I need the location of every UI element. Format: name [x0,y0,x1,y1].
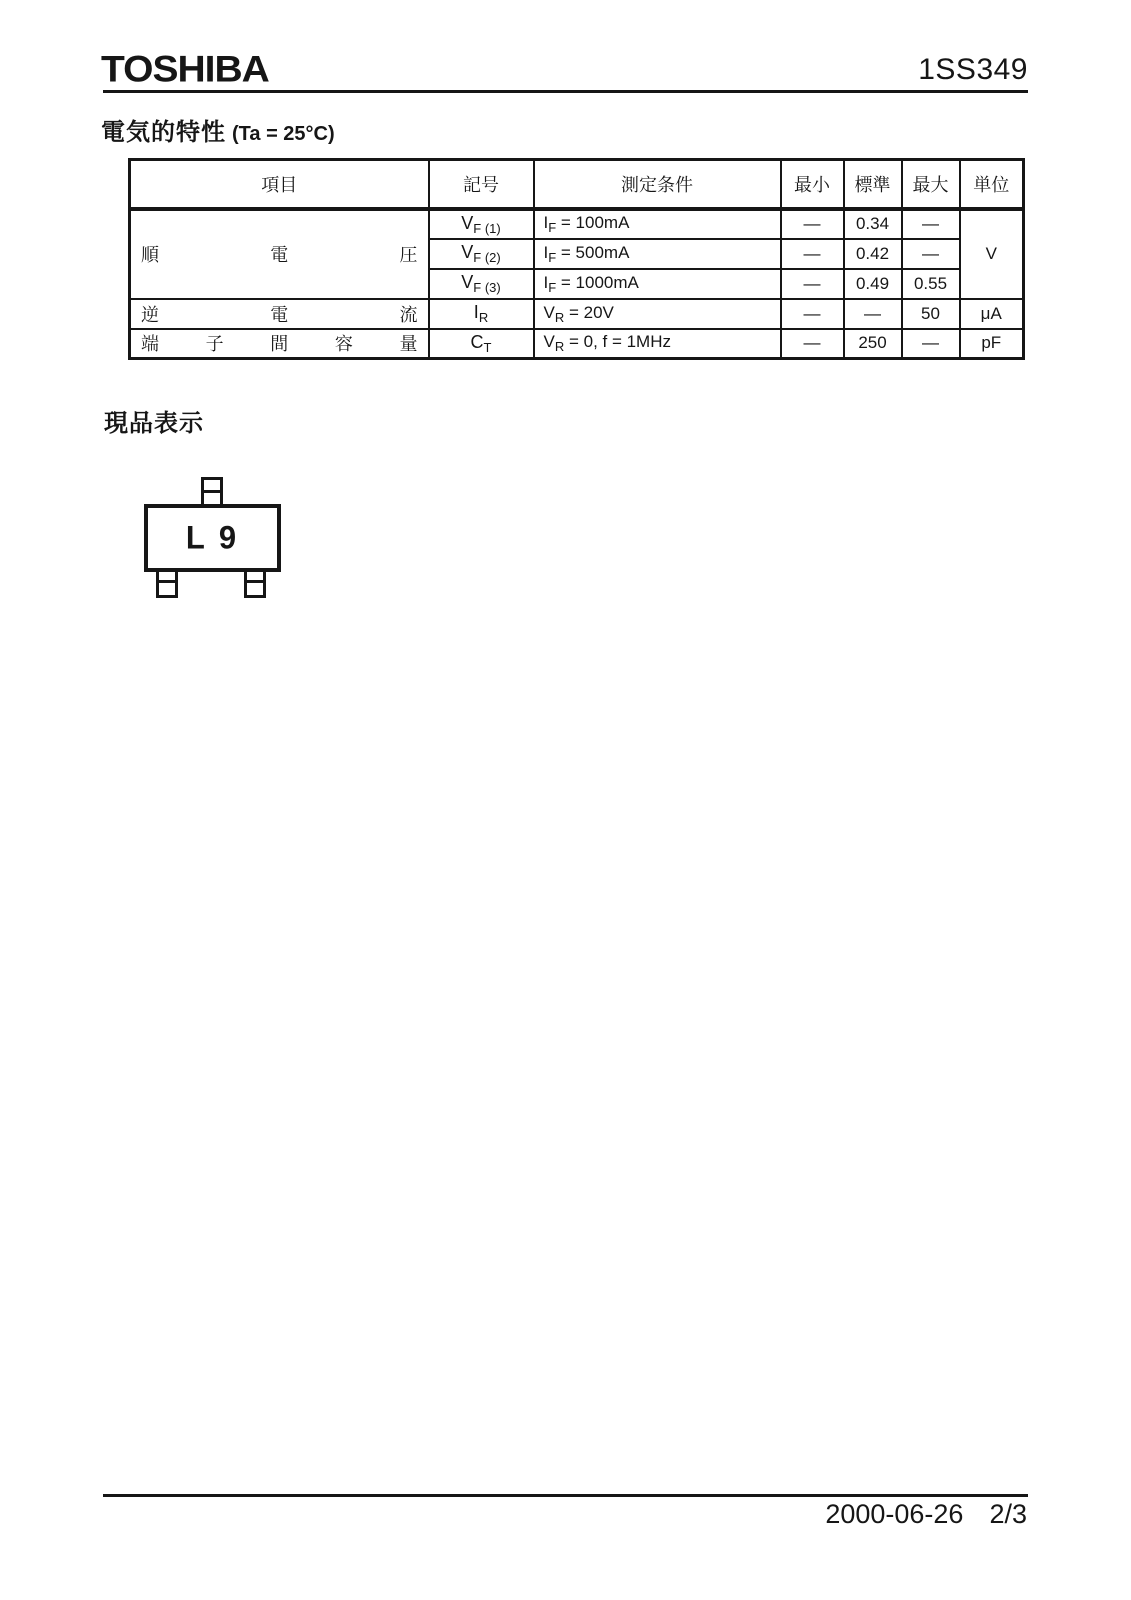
item-char: 逆 [141,304,159,325]
min-cell: — [781,299,844,329]
footer-rule [103,1494,1028,1497]
electrical-characteristics-title [101,112,335,147]
symbol-cell: $V_{F (2)}$ [429,239,534,269]
toshiba-logo: TOSHIBA [101,48,269,91]
item-label [131,330,428,356]
symbol-cell: $V_{F (3)}$ [429,269,534,299]
max-cell: 0.55 [902,269,960,299]
min-cell: — [781,329,844,359]
col-header-typ: 標準 [844,160,902,209]
item-char: 電 [270,245,289,265]
footer [825,1499,1027,1530]
col-header-symbol: 記号 [429,160,534,209]
col-header-max: 最大 [902,160,960,209]
col-header-unit: 単位 [960,160,1024,209]
table-row [130,299,1024,329]
item-cell [130,329,429,359]
header-rule [103,90,1028,93]
item-cell [130,209,429,299]
typ-cell: 0.49 [844,269,902,299]
footer-date: 2000-06-26 [825,1499,964,1529]
condition-cell: $I_F = 500mA$ [534,239,781,269]
item-char: 流 [399,304,418,325]
marking-label: L 9 [185,519,240,556]
col-header-condition: 測定条件 [534,160,781,209]
unit-cell: V [960,209,1024,299]
table-header-row [130,160,1024,209]
col-header-item: 項目 [130,160,429,209]
item-label [131,301,428,327]
condition-cell: $V_R = 20V$ [534,299,781,329]
electrical-title-text: 電気的特性 [101,119,226,146]
package-lead-bottom-left [156,569,178,598]
item-char: 子 [205,334,224,355]
item-char: 圧 [399,245,418,265]
lead-bend-line [203,490,221,493]
item-label [131,241,428,267]
item-char: 間 [270,334,289,355]
table-row [130,329,1024,359]
item-cell [130,299,429,329]
min-cell: — [781,209,844,239]
max-cell: — [902,239,960,269]
lead-bend-line [158,580,176,583]
typ-cell: 0.42 [844,239,902,269]
marking-section-title: 現品表示 [104,410,204,437]
unit-cell: pF [960,329,1024,359]
col-header-min: 最小 [781,160,844,209]
table-body [130,209,1024,359]
part-number: 1SS349 [918,53,1028,86]
item-char: 電 [270,304,289,325]
typ-cell: — [844,299,902,329]
footer-page-number: 2/3 [989,1499,1027,1529]
symbol-cell: $V_{F (1)}$ [429,209,534,239]
electrical-characteristics-table [128,158,1025,360]
min-cell: — [781,269,844,299]
condition-cell: $I_F = 100mA$ [534,209,781,239]
symbol-cell: $I_R$ [429,299,534,329]
package-lead-bottom-right [244,569,266,598]
lead-bend-line [246,580,264,583]
item-char: 量 [399,334,418,355]
item-char: 容 [334,334,353,355]
item-char: 順 [141,245,159,265]
package-marking-diagram [144,477,281,598]
symbol-cell: $C_T$ [429,329,534,359]
min-cell: — [781,239,844,269]
electrical-title-condition: (Ta = 25°C) [232,123,335,145]
table-row [130,209,1024,239]
condition-cell: $I_F = 1000mA$ [534,269,781,299]
item-char: 端 [141,334,159,355]
max-cell: — [902,329,960,359]
unit-cell: μA [960,299,1024,329]
typ-cell: 250 [844,329,902,359]
package-body [144,504,281,572]
typ-cell: 0.34 [844,209,902,239]
condition-cell: $V_R = 0$, f = 1MHz [534,329,781,359]
max-cell: — [902,209,960,239]
max-cell: 50 [902,299,960,329]
